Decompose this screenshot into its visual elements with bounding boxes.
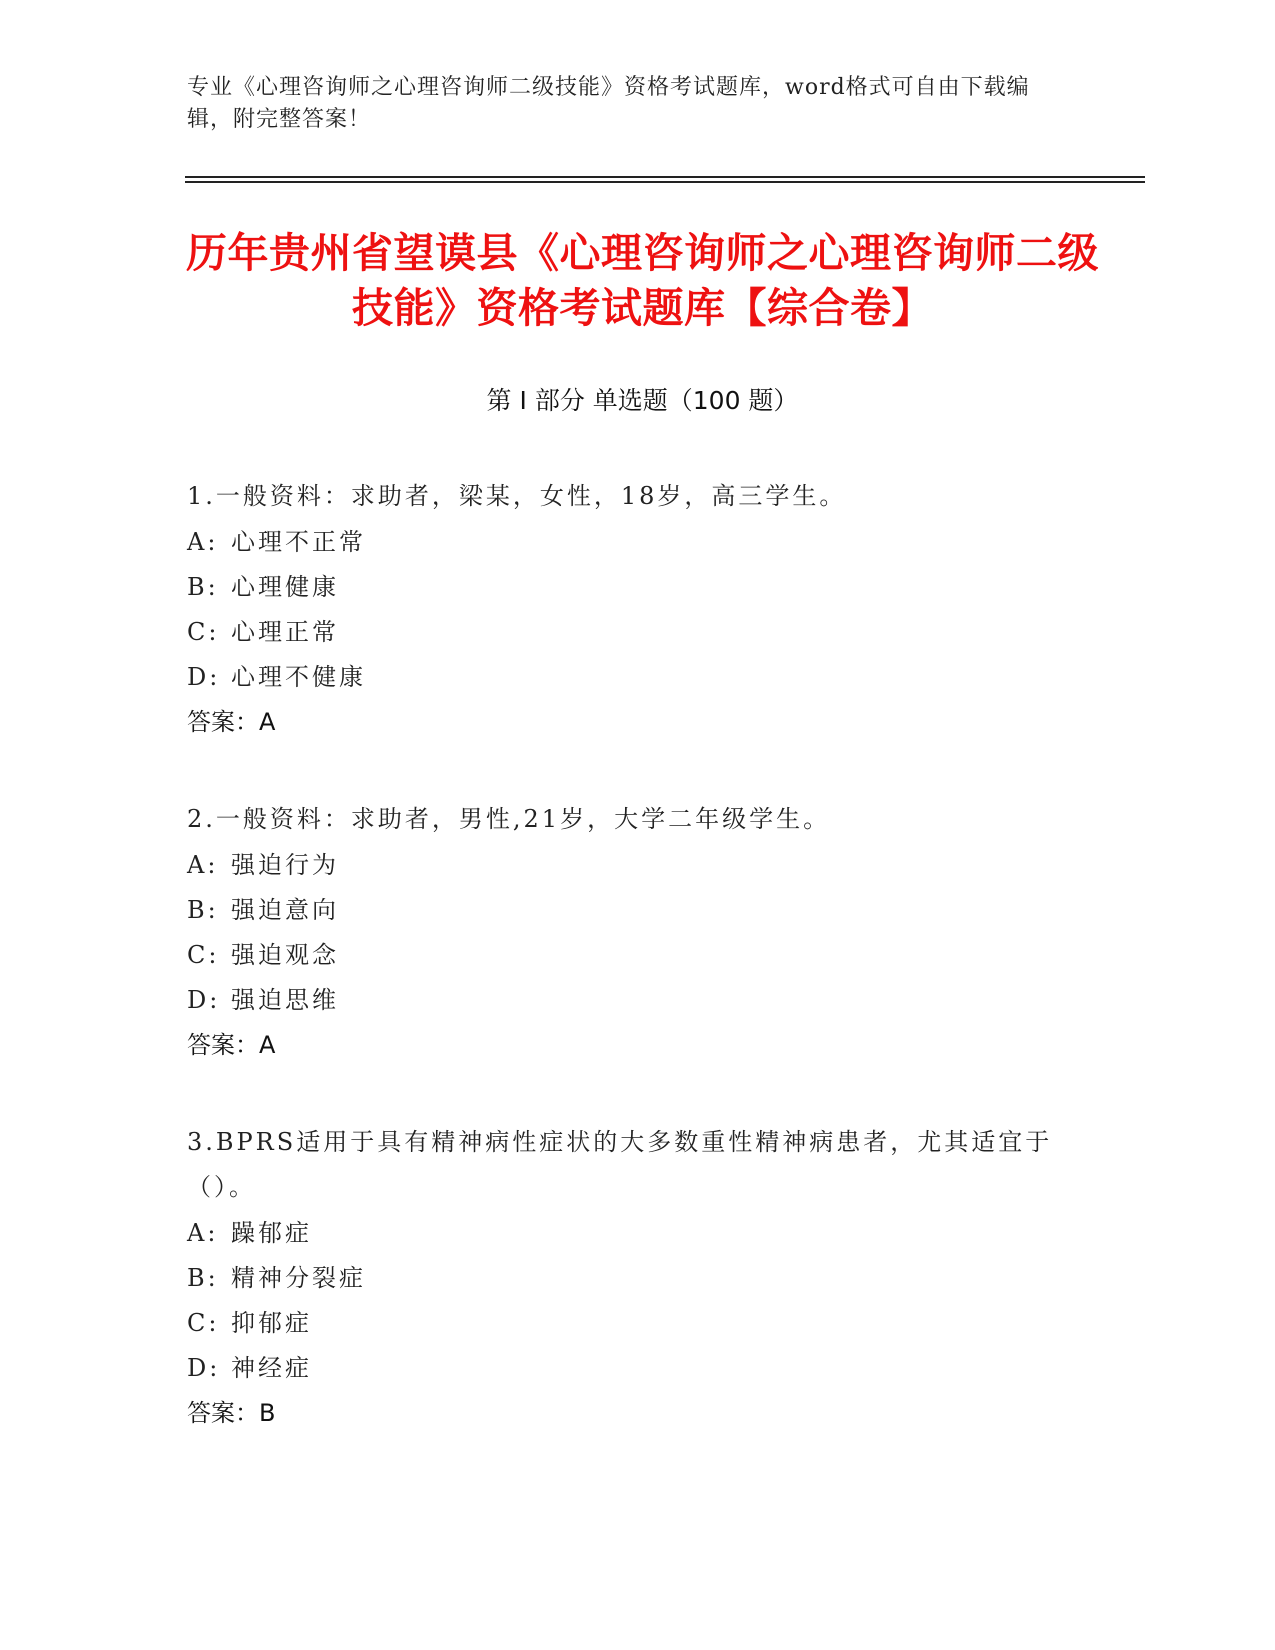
option-letter: C: — [187, 1309, 220, 1337]
answer-line — [187, 700, 1067, 745]
option-text: 心理不正常 — [231, 528, 366, 556]
option-d — [187, 978, 1067, 1023]
option-text: 神经症 — [231, 1354, 312, 1382]
header-divider-top — [185, 176, 1145, 178]
answer-line — [187, 1023, 1067, 1068]
answer-label: 答案： — [187, 1031, 259, 1059]
question-item — [187, 1120, 1067, 1436]
option-c — [187, 1301, 1067, 1346]
answer-line — [187, 1391, 1067, 1436]
section-title: 第 I 部分 单选题（100 题） — [486, 386, 799, 415]
option-a — [187, 520, 1067, 565]
option-text: 强迫意向 — [231, 896, 339, 924]
option-letter: B: — [187, 573, 219, 601]
question-stem: 3.BPRS适用于具有精神病性症状的大多数重性精神病患者，尤其适宜于（）。 — [187, 1128, 1053, 1201]
option-letter: A: — [187, 1219, 219, 1247]
option-text: 精神分裂症 — [231, 1264, 366, 1292]
option-text: 心理健康 — [231, 573, 339, 601]
option-letter: A: — [187, 851, 219, 879]
option-text: 心理不健康 — [231, 663, 366, 691]
option-text: 躁郁症 — [231, 1219, 312, 1247]
option-d — [187, 655, 1067, 700]
option-letter: B: — [187, 896, 219, 924]
option-letter: C: — [187, 618, 220, 646]
option-letter: D: — [187, 1354, 221, 1382]
option-c — [187, 933, 1067, 978]
answer-label: 答案： — [187, 1399, 259, 1427]
document-title: 历年贵州省望谟县《心理咨询师之心理咨询师二级技能》资格考试题库【综合卷】 — [186, 229, 1099, 332]
option-text: 强迫观念 — [231, 941, 339, 969]
option-a — [187, 843, 1067, 888]
question-stem: 2.一般资料：求助者，男性,21岁，大学二年级学生。 — [187, 805, 831, 833]
answer-value: B — [259, 1399, 276, 1427]
answer-label: 答案： — [187, 708, 259, 736]
option-letter: D: — [187, 663, 221, 691]
option-a — [187, 1211, 1067, 1256]
header-divider-bottom — [185, 181, 1145, 183]
option-d — [187, 1346, 1067, 1391]
option-letter: A: — [187, 528, 219, 556]
option-letter: D: — [187, 986, 221, 1014]
option-text: 强迫思维 — [231, 986, 339, 1014]
option-c — [187, 610, 1067, 655]
answer-value: A — [259, 708, 276, 736]
header-note: 专业《心理咨询师之心理咨询师二级技能》资格考试题库，word格式可自由下载编辑，附完整答案！ — [187, 75, 1030, 132]
option-letter: B: — [187, 1264, 219, 1292]
option-letter: C: — [187, 941, 220, 969]
option-text: 心理正常 — [231, 618, 339, 646]
answer-value: A — [259, 1031, 276, 1059]
option-text: 强迫行为 — [231, 851, 339, 879]
question-stem: 1.一般资料：求助者，梁某，女性，18岁，高三学生。 — [187, 482, 847, 510]
option-text: 抑郁症 — [231, 1309, 312, 1337]
question-item — [187, 474, 1067, 745]
option-b — [187, 1256, 1067, 1301]
question-list — [187, 474, 1067, 1488]
option-b — [187, 888, 1067, 933]
option-b — [187, 565, 1067, 610]
question-item — [187, 797, 1067, 1068]
